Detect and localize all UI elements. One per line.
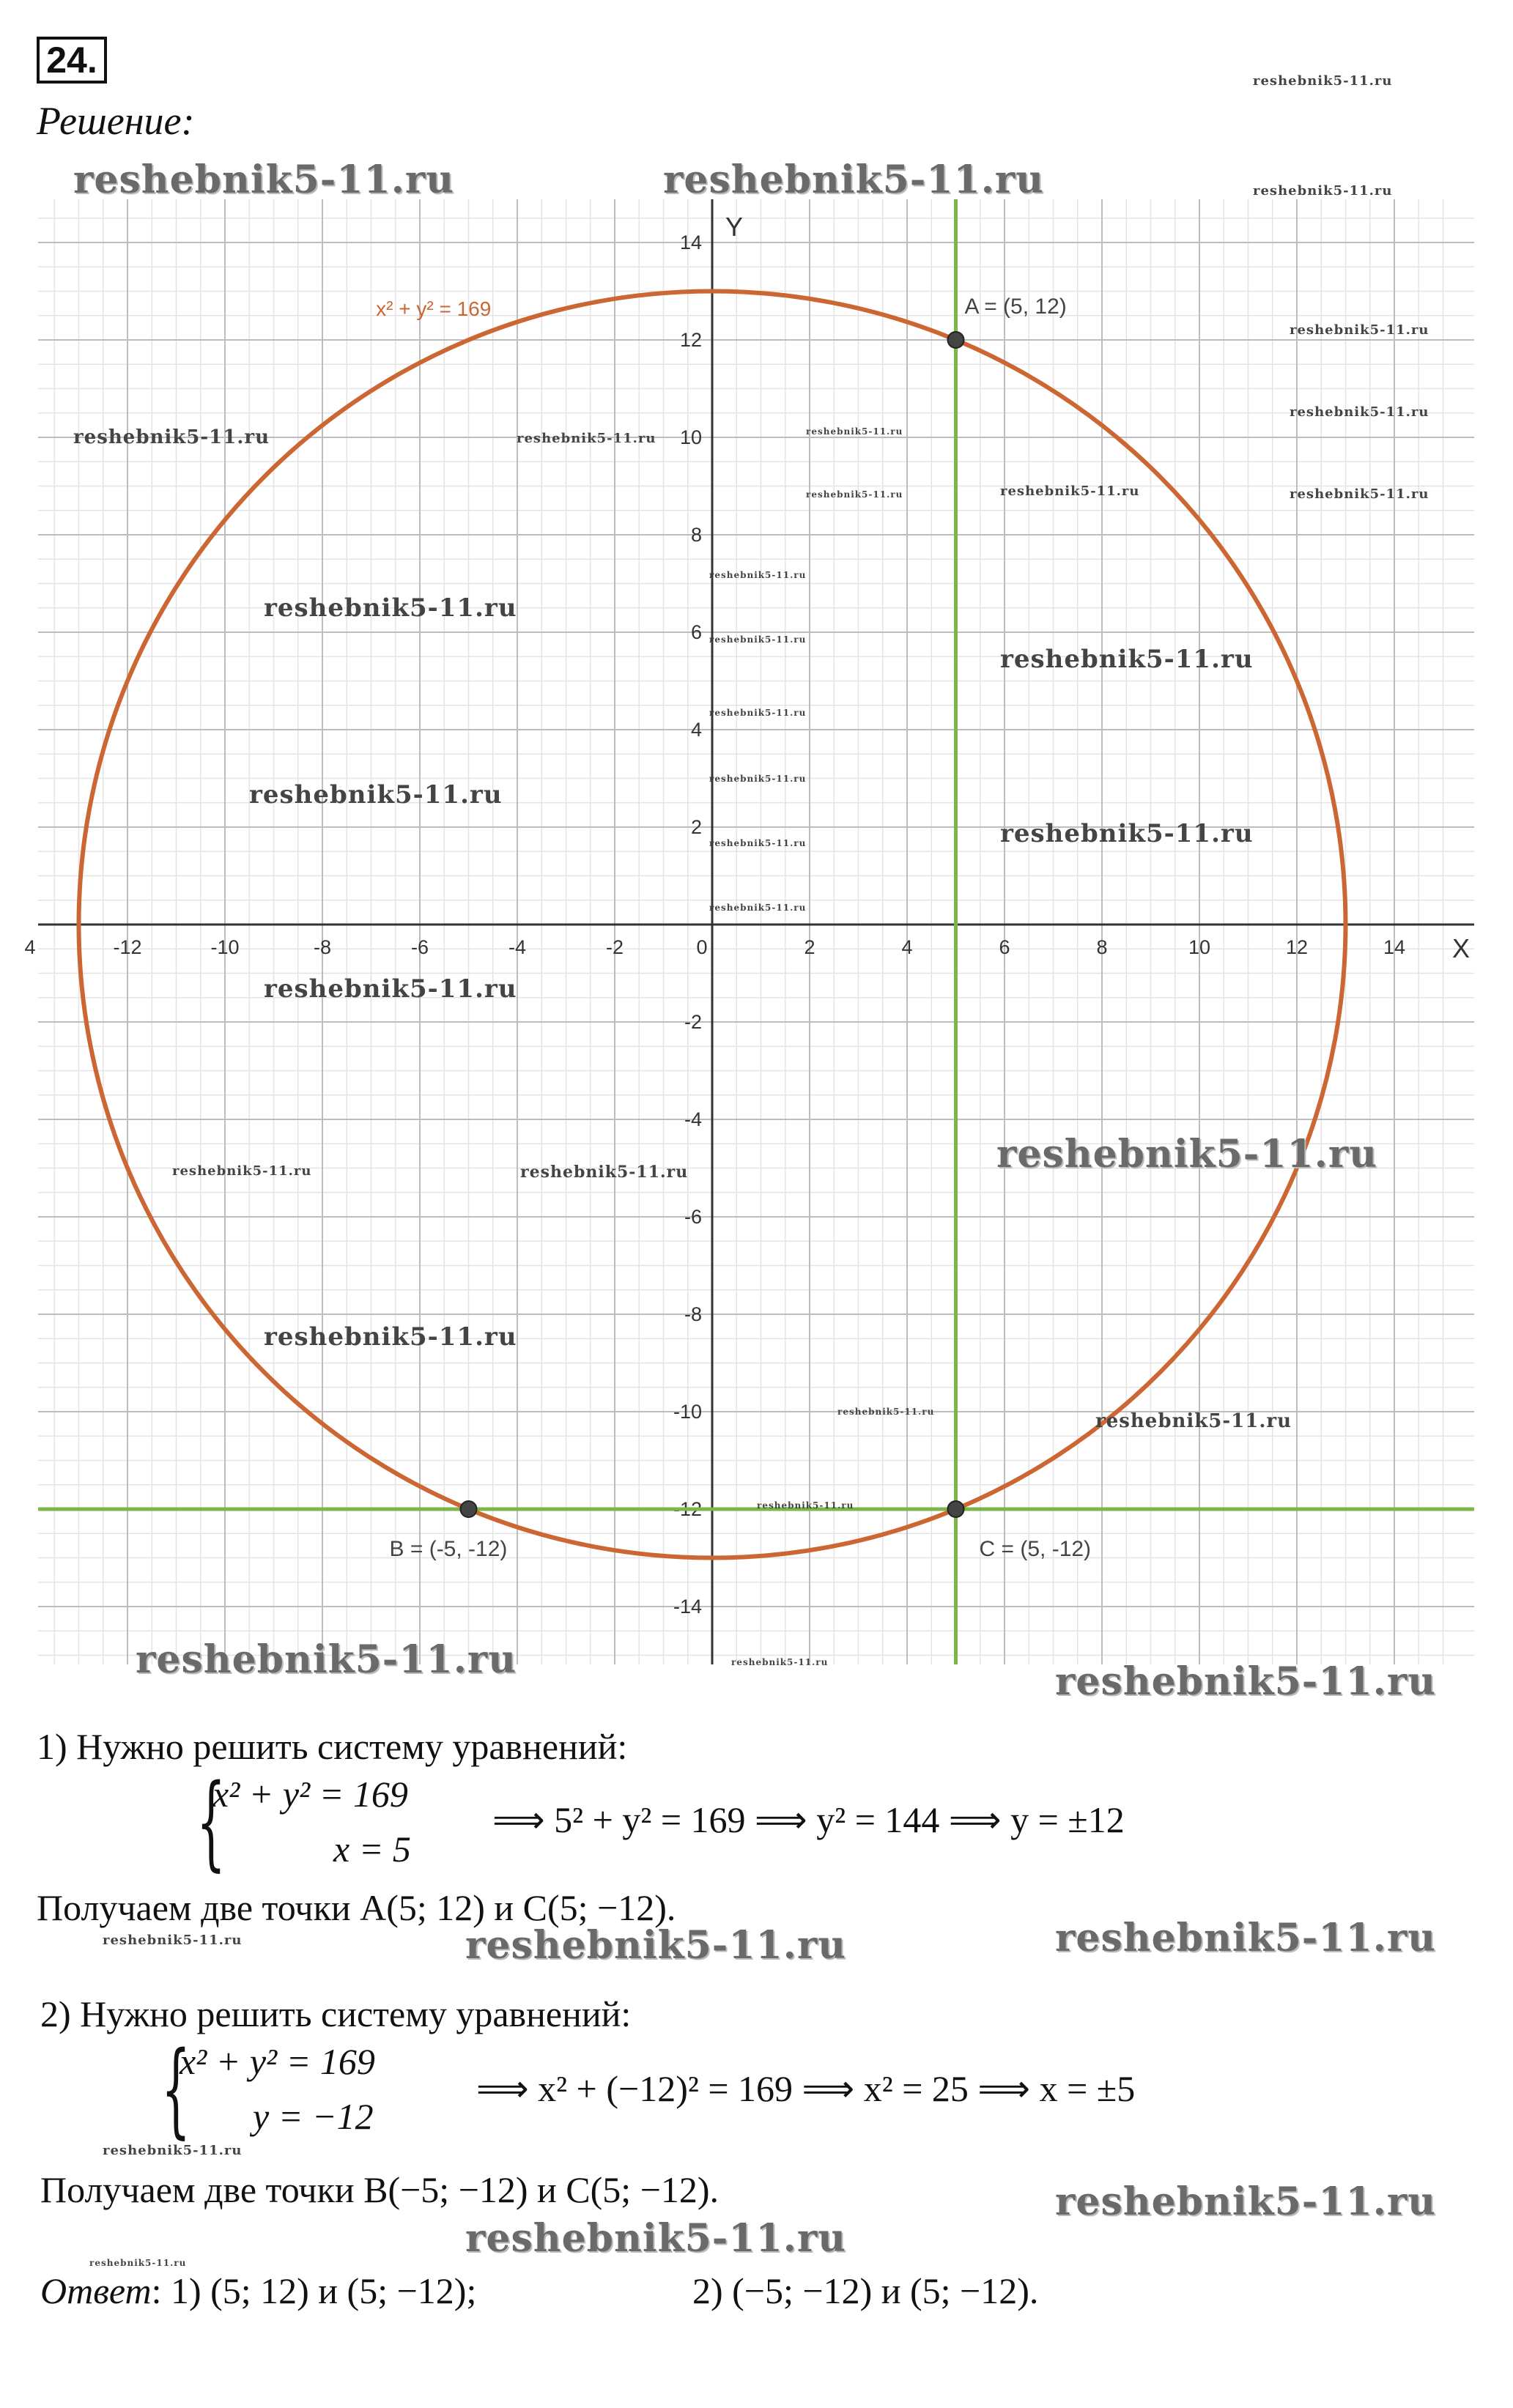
watermark: reshebnik5-11.ru: [709, 838, 807, 848]
y-tick-label: 8: [690, 524, 702, 546]
x-tick-label: 10: [1188, 936, 1211, 958]
y-tick-label: 4: [690, 719, 702, 741]
watermark: reshebnik5-11.ru: [1055, 2179, 1437, 2224]
part2-intro: 2) Нужно решить систему уравнений:: [40, 1993, 632, 2034]
watermark: reshebnik5-11.ru: [806, 426, 903, 437]
coordinate-graph: [24, 199, 1474, 1664]
x-tick-label: 2: [804, 936, 815, 958]
watermark: reshebnik5-11.ru: [709, 774, 807, 784]
watermark: reshebnik5-11.ru: [806, 489, 903, 500]
y-tick-label: 6: [690, 621, 702, 643]
intersection-point: [948, 1501, 964, 1517]
watermark: reshebnik5-11.ru: [1290, 404, 1429, 420]
part2-equation-2: y = −12: [253, 2096, 374, 2137]
x-axis-label: X: [1452, 933, 1471, 963]
part2-derivation: ⟹ x² + (−12)² = 169 ⟹ x² = 25 ⟹ x = ±5: [476, 2068, 1136, 2109]
y-tick-label: 12: [679, 329, 702, 351]
part2-result: Получаем две точки B(−5; −12) и C(5; −12).: [40, 2169, 719, 2210]
y-axis-label: Y: [725, 212, 744, 242]
x-tick-label: 14: [1383, 936, 1406, 958]
watermark: reshebnik5-11.ru: [731, 1657, 829, 1667]
watermark: reshebnik5-11.ru: [1055, 1659, 1437, 1704]
x-tick-label: -6: [410, 936, 429, 958]
x-tick-label: 4: [24, 936, 36, 958]
x-tick-label: -8: [313, 936, 332, 958]
answer-line: [40, 2270, 476, 2312]
part1-result: Получаем две точки A(5; 12) и C(5; −12).: [37, 1887, 676, 1928]
y-tick-label: -2: [684, 1011, 702, 1033]
watermark: reshebnik5-11.ru: [89, 2258, 187, 2268]
watermark: reshebnik5-11.ru: [1290, 486, 1429, 502]
x-tick-label: 8: [1096, 936, 1108, 958]
watermark: reshebnik5-11.ru: [73, 426, 270, 448]
watermark: reshebnik5-11.ru: [996, 1132, 1378, 1177]
point-label: A = (5, 12): [964, 294, 1067, 319]
watermark: reshebnik5-11.ru: [264, 1322, 517, 1352]
system-brace: {: [196, 1763, 226, 1882]
watermark: reshebnik5-11.ru: [136, 1637, 517, 1682]
answer-part2: 2) (−5; −12) и (5; −12).: [692, 2270, 1039, 2311]
watermark: reshebnik5-11.ru: [264, 974, 517, 1004]
intersection-point: [461, 1501, 477, 1517]
watermark: reshebnik5-11.ru: [249, 780, 503, 810]
y-tick-label: -10: [673, 1401, 702, 1423]
x-tick-label: 12: [1285, 936, 1309, 958]
watermark: reshebnik5-11.ru: [264, 593, 517, 623]
x-tick-label: 0: [696, 936, 708, 958]
y-tick-label: -12: [673, 1498, 702, 1520]
x-tick-label: -2: [605, 936, 624, 958]
x-tick-label: 4: [901, 936, 913, 958]
watermark: reshebnik5-11.ru: [709, 570, 807, 580]
x-tick-label: -10: [210, 936, 240, 958]
intersection-point: [948, 332, 964, 348]
watermark: reshebnik5-11.ru: [73, 158, 455, 202]
y-tick-label: -8: [684, 1303, 702, 1325]
part1-equation-2: x = 5: [333, 1829, 411, 1870]
y-tick-label: 2: [690, 816, 702, 838]
solution-label: Решение:: [37, 99, 195, 143]
watermark: reshebnik5-11.ru: [709, 634, 807, 645]
watermark: reshebnik5-11.ru: [103, 2143, 243, 2158]
watermark: reshebnik5-11.ru: [709, 903, 807, 913]
watermark: reshebnik5-11.ru: [757, 1500, 854, 1511]
watermark: reshebnik5-11.ru: [663, 158, 1045, 202]
circle-equation-label: x² + y² = 169: [376, 297, 492, 320]
watermark: reshebnik5-11.ru: [1000, 819, 1254, 848]
y-tick-label: -14: [673, 1596, 702, 1618]
y-tick-label: 14: [679, 231, 702, 253]
point-label: B = (-5, -12): [389, 1537, 508, 1561]
watermark: reshebnik5-11.ru: [709, 708, 807, 718]
watermark: reshebnik5-11.ru: [517, 431, 656, 446]
answer-part1: : 1) (5; 12) и (5; −12);: [151, 2270, 477, 2311]
answer-label: Ответ: [40, 2270, 152, 2311]
watermark: reshebnik5-11.ru: [1290, 322, 1429, 338]
watermark: reshebnik5-11.ru: [465, 1923, 847, 1968]
x-tick-label: 6: [999, 936, 1010, 958]
x-tick-label: -4: [508, 936, 527, 958]
watermark: reshebnik5-11.ru: [1055, 1916, 1437, 1960]
watermark: reshebnik5-11.ru: [1095, 1410, 1292, 1432]
part1-equation-1: x² + y² = 169: [212, 1774, 408, 1815]
watermark: reshebnik5-11.ru: [1253, 183, 1393, 199]
watermark: reshebnik5-11.ru: [1253, 73, 1393, 89]
y-tick-label: 10: [679, 426, 702, 448]
y-tick-label: -6: [684, 1206, 702, 1228]
watermark: reshebnik5-11.ru: [520, 1163, 689, 1182]
watermark: reshebnik5-11.ru: [172, 1163, 312, 1179]
system-brace: {: [161, 2030, 191, 2149]
y-tick-label: -4: [684, 1108, 702, 1130]
part1-intro: 1) Нужно решить систему уравнений:: [37, 1726, 628, 1767]
watermark: reshebnik5-11.ru: [103, 1933, 243, 1948]
watermark: reshebnik5-11.ru: [465, 2216, 847, 2261]
x-tick-label: -12: [113, 936, 142, 958]
watermark: reshebnik5-11.ru: [837, 1407, 935, 1417]
problem-number: 24.: [37, 37, 107, 84]
watermark: reshebnik5-11.ru: [1000, 645, 1254, 674]
part1-derivation: ⟹ 5² + y² = 169 ⟹ y² = 144 ⟹ y = ±12: [492, 1799, 1125, 1840]
point-label: C = (5, -12): [979, 1537, 1092, 1561]
part2-equation-1: x² + y² = 169: [180, 2041, 375, 2082]
watermark: reshebnik5-11.ru: [1000, 484, 1140, 499]
